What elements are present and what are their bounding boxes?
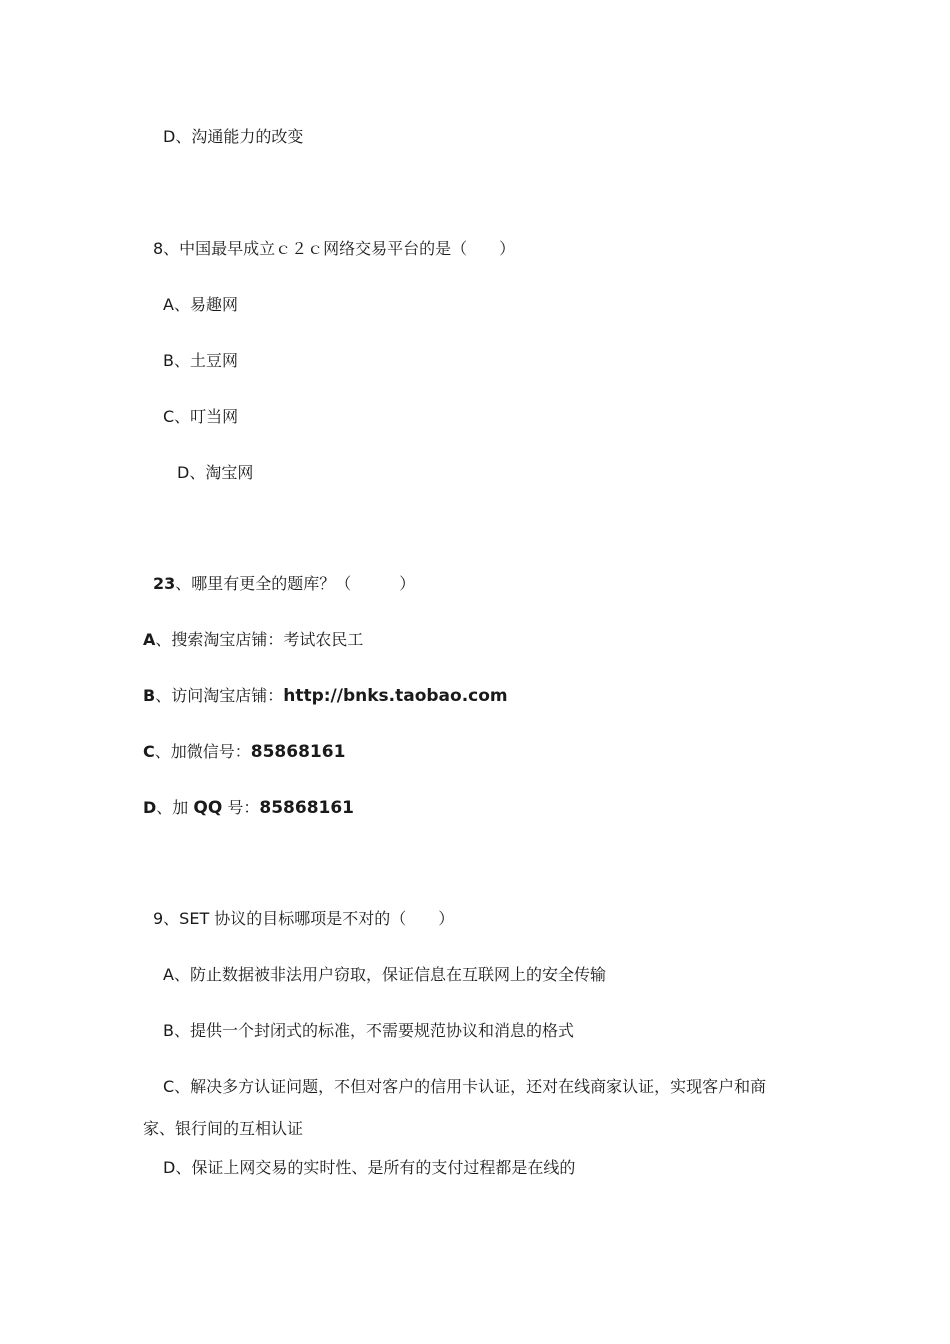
q9-option-c-line2: 家、银行间的互相认证 — [143, 1119, 304, 1138]
q8-option-c: C、叮当网 — [163, 407, 239, 426]
q8-option-d: D、淘宝网 — [177, 463, 254, 482]
q8-option-b: B、土豆网 — [163, 351, 238, 370]
q23-question-text: 、哪里有更全的题库？（ ） — [175, 574, 416, 593]
q8-question: 8、中国最早成立ｃ２ｃ网络交易平台的是（ ） — [153, 239, 516, 258]
q23-option-d — [143, 798, 354, 818]
q23-option-a — [143, 630, 363, 650]
q23-option-c — [143, 742, 345, 762]
q23-option-d-qq: QQ — [193, 798, 223, 818]
q9-option-b: B、提供一个封闭式的标准，不需要规范协议和消息的格式 — [163, 1021, 574, 1040]
q23-option-c-value: 85868161 — [250, 742, 346, 762]
q23-option-d-value: 85868161 — [259, 798, 355, 818]
q23-option-d-text1: 、加 — [156, 798, 194, 817]
q23-option-a-letter: A — [143, 630, 156, 649]
q23-option-c-letter: C — [143, 742, 155, 761]
q23-option-a-text: 、搜索淘宝店铺：考试农民工 — [155, 630, 364, 649]
q8-option-a: A、易趣网 — [163, 295, 238, 314]
q23-question — [153, 574, 415, 594]
q9-option-c-line1: C、解决多方认证问题，不但对客户的信用卡认证，还对在线商家认证，实现客户和商 — [163, 1077, 767, 1096]
q23-number: 23 — [153, 574, 176, 593]
q23-option-b-text: 、访问淘宝店铺： — [155, 686, 284, 705]
q9-option-d: D、保证上网交易的实时性、是所有的支付过程都是在线的 — [163, 1158, 576, 1177]
q23-option-b-url: http://bnks.taobao.com — [283, 686, 508, 706]
q7-option-d: D、沟通能力的改变 — [163, 127, 304, 146]
q23-option-b — [143, 686, 508, 706]
q23-option-c-text: 、加微信号： — [154, 742, 251, 761]
q9-option-a: A、防止数据被非法用户窃取，保证信息在互联网上的安全传输 — [163, 965, 606, 984]
q23-option-d-text2: 号： — [222, 798, 260, 817]
q9-question: 9、SET 协议的目标哪项是不对的（ ） — [153, 909, 455, 928]
q23-option-b-letter: B — [143, 686, 156, 705]
q23-option-d-letter: D — [143, 798, 157, 817]
